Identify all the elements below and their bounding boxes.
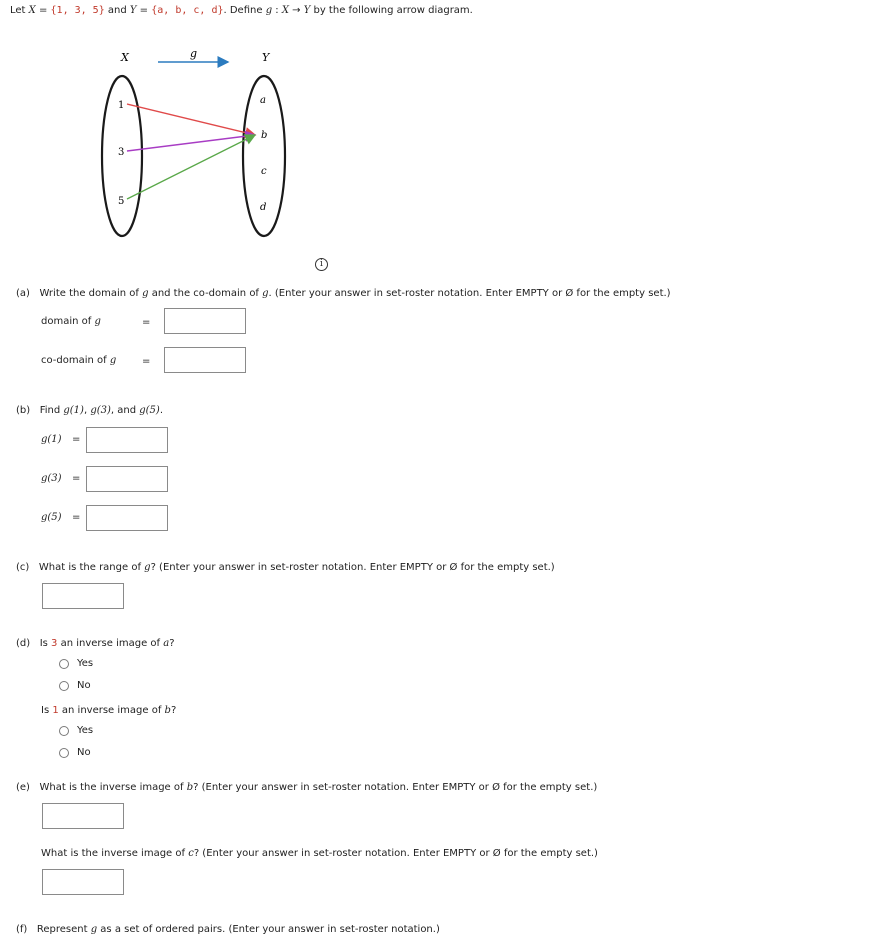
- y-element-a: a: [260, 95, 266, 106]
- part-c-question: (c) What is the range of g? (Enter your answer in set-roster notation. Enter EMPTY or Ø for the empty set.): [16, 562, 555, 573]
- d2-no-label[interactable]: No: [77, 747, 91, 758]
- range-input[interactable]: [42, 583, 124, 609]
- x-element-1: 1: [118, 100, 125, 111]
- function-g-label: g: [190, 47, 198, 60]
- g3-input[interactable]: [86, 466, 168, 492]
- g3-equals: =: [72, 473, 81, 484]
- part-b-question: (b) Find g(1), g(3), and g(5).: [16, 405, 164, 416]
- inverse-c-input[interactable]: [42, 869, 124, 895]
- part-d-question-2: Is 1 an inverse image of b?: [41, 705, 177, 716]
- info-icon[interactable]: i: [315, 258, 328, 271]
- inverse-b-input[interactable]: [42, 803, 124, 829]
- d1-no-radio[interactable]: [59, 681, 69, 691]
- x-element-3: 3: [118, 147, 125, 158]
- arrow-diagram: [90, 40, 310, 245]
- d2-yes-label[interactable]: Yes: [77, 725, 94, 736]
- domain-input[interactable]: [164, 308, 246, 334]
- y-element-b: b: [261, 130, 268, 141]
- part-f-question: (f) Represent g as a set of ordered pairs. (Enter your answer in set-roster notation.): [16, 924, 440, 935]
- g5-input[interactable]: [86, 505, 168, 531]
- d1-yes-radio[interactable]: [59, 659, 69, 669]
- y-element-c: c: [261, 166, 267, 177]
- g1-input[interactable]: [86, 427, 168, 453]
- g5-equals: =: [72, 512, 81, 523]
- arrow-1-to-b: [127, 104, 255, 135]
- domain-equals: =: [142, 317, 151, 328]
- domain-label: domain of g: [41, 316, 101, 327]
- g1-label: g(1): [41, 434, 62, 445]
- x-element-5: 5: [118, 196, 125, 207]
- part-a-question: (a) Write the domain of g and the co-domain of g. (Enter your answer in set-roster notation. Enter EMPTY or Ø for the empty set.): [16, 288, 671, 299]
- set-x-label: X: [121, 51, 129, 64]
- d2-no-radio[interactable]: [59, 748, 69, 758]
- part-d-question-1: (d) Is 3 an inverse image of a?: [16, 638, 175, 649]
- y-element-d: d: [260, 202, 267, 213]
- codomain-equals: =: [142, 356, 151, 367]
- g3-label: g(3): [41, 473, 62, 484]
- d1-no-label[interactable]: No: [77, 680, 91, 691]
- g1-equals: =: [72, 434, 81, 445]
- d2-yes-radio[interactable]: [59, 726, 69, 736]
- arrow-5-to-b: [127, 135, 255, 199]
- codomain-input[interactable]: [164, 347, 246, 373]
- part-e-question-1: (e) What is the inverse image of b? (Enter your answer in set-roster notation. Enter EMPTY or Ø for the empty set.): [16, 782, 598, 793]
- part-e-question-2: What is the inverse image of c? (Enter your answer in set-roster notation. Enter EMPTY or Ø for the empty set.): [41, 848, 598, 859]
- problem-statement: Let X = {1, 3, 5} and Y = {a, b, c, d}. Define g : X → Y by the following arrow diagram.: [10, 5, 473, 16]
- codomain-label: co-domain of g: [41, 355, 117, 366]
- g5-label: g(5): [41, 512, 62, 523]
- arrow-3-to-b: [127, 135, 255, 151]
- set-y-label: Y: [262, 51, 270, 64]
- d1-yes-label[interactable]: Yes: [77, 658, 94, 669]
